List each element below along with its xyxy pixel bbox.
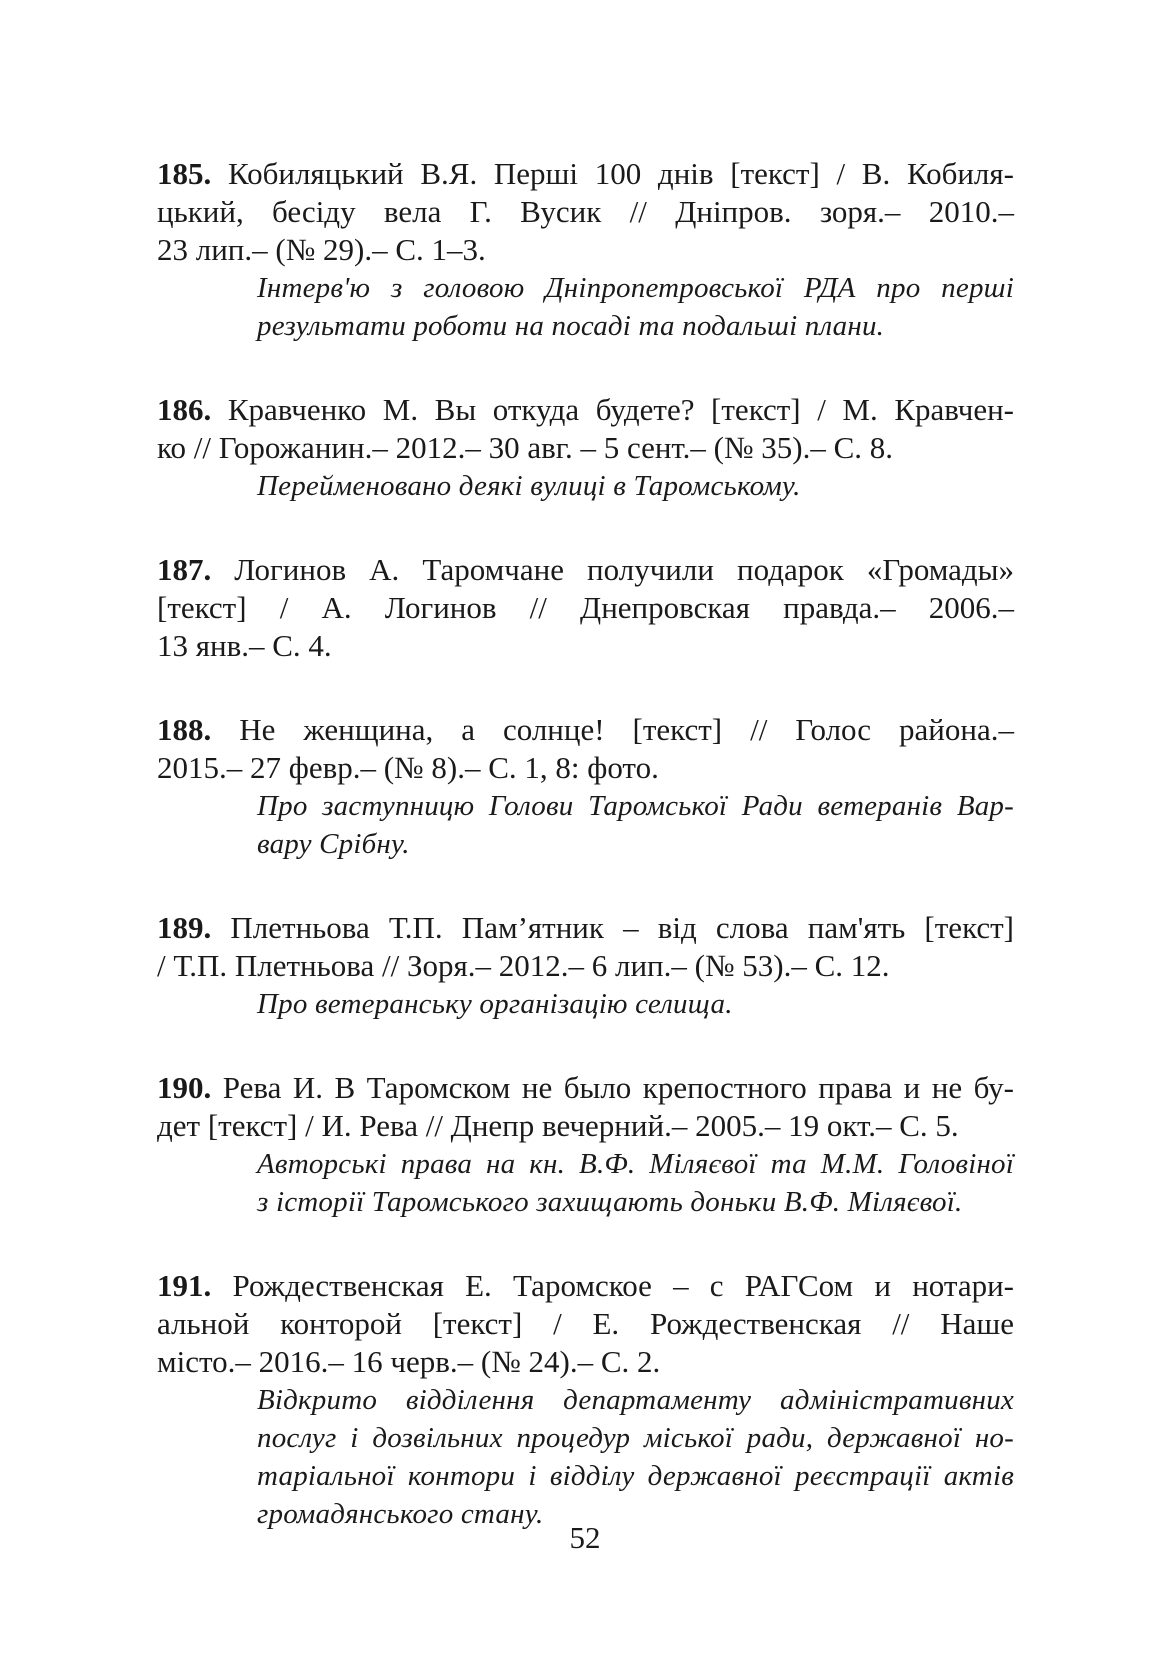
entry-citation xyxy=(157,909,1014,985)
citation-line xyxy=(157,1069,1014,1107)
entry-number: 191. xyxy=(157,1268,212,1303)
annotation-line: Інтерв'ю з головою Дніпропетровської РДА про перші xyxy=(257,272,1014,304)
citation-text: Рождественская Е. Таромское – с РАГСом и нотари- xyxy=(211,1268,1014,1303)
citation-line xyxy=(157,1343,1014,1381)
citation-line xyxy=(157,909,1014,947)
entry-number: 186. xyxy=(157,392,212,427)
citation-line xyxy=(157,391,1014,429)
entry-citation xyxy=(157,1069,1014,1145)
annotation-line: Про ветеранську організацію селища. xyxy=(257,988,733,1020)
citation-text: [текст] / А. Логинов // Днепровская правда.– 2006.– xyxy=(157,590,1014,625)
annotation-line: Відкрито відділення департаменту адміністративних xyxy=(257,1384,1014,1416)
entry-number: 190. xyxy=(157,1070,212,1105)
citation-text: цький, бесіду вела Г. Вусик // Дніпров. зоря.– 2010.– xyxy=(157,194,1014,229)
bibliography-entry xyxy=(157,551,1014,665)
bibliography-entry xyxy=(157,1267,1014,1533)
entry-annotation xyxy=(257,787,1014,863)
entry-number: 188. xyxy=(157,712,212,747)
citation-line xyxy=(157,749,1014,787)
citation-line xyxy=(157,1305,1014,1343)
bibliography-entry xyxy=(157,711,1014,863)
citation-text: 13 янв.– С. 4. xyxy=(157,628,332,663)
citation-text: Кравченко М. Вы откуда будете? [текст] / М. Кравчен- xyxy=(211,392,1014,427)
entry-citation xyxy=(157,155,1014,269)
entry-number: 189. xyxy=(157,910,212,945)
citation-text: 2015.– 27 февр.– (№ 8).– С. 1, 8: фото. xyxy=(157,750,659,785)
bibliography-page xyxy=(157,155,1014,1579)
citation-line xyxy=(157,193,1014,231)
bibliography-entry xyxy=(157,155,1014,345)
citation-text: Не женщина, а солнце! [текст] // Голос района.– xyxy=(211,712,1014,747)
entry-citation xyxy=(157,1267,1014,1381)
entry-annotation xyxy=(257,467,1014,505)
citation-line xyxy=(157,1107,1014,1145)
citation-text: Рева И. В Таромском не было крепостного права и не бу- xyxy=(211,1070,1014,1105)
bibliography-entry xyxy=(157,1069,1014,1221)
entry-annotation xyxy=(257,1381,1014,1533)
bibliography-entry xyxy=(157,391,1014,505)
citation-line xyxy=(157,589,1014,627)
annotation-line: громадянського стану. xyxy=(257,1498,544,1530)
citation-text: альной конторой [текст] / Е. Рождественская // Наше xyxy=(157,1306,1014,1341)
citation-text: Кобиляцький В.Я. Перші 100 днів [текст] / В. Кобиля- xyxy=(211,156,1014,191)
annotation-line: Авторські права на кн. В.Ф. Міляєвої та М.М. Головіної xyxy=(257,1148,1014,1180)
annotation-line: Про заступницю Голови Таромської Ради ветеранів Вар- xyxy=(257,790,1014,822)
entry-citation xyxy=(157,711,1014,787)
entry-number: 185. xyxy=(157,156,212,191)
citation-line xyxy=(157,947,1014,985)
page-number: 52 xyxy=(569,1520,601,1555)
citation-line xyxy=(157,551,1014,589)
citation-line xyxy=(157,429,1014,467)
annotation-line: Перейменовано деякі вулиці в Таромському. xyxy=(257,470,801,502)
entry-annotation xyxy=(257,985,1014,1023)
entry-number: 187. xyxy=(157,552,212,587)
citation-text: 23 лип.– (№ 29).– С. 1–3. xyxy=(157,232,486,267)
entry-citation xyxy=(157,391,1014,467)
entry-annotation xyxy=(257,269,1014,345)
citation-text: дет [текст] / И. Рева // Днепр вечерний.– 2005.– 19 окт.– С. 5. xyxy=(157,1108,959,1143)
entry-citation xyxy=(157,551,1014,665)
annotation-line: таріальної контори і відділу державної реєстрації актів xyxy=(257,1460,1014,1492)
citation-text: Плетньова Т.П. Пам’ятник – від слова пам'ять [текст] xyxy=(211,910,1014,945)
annotation-line: з історії Таромського захищають доньки В.Ф. Міляєвої. xyxy=(257,1186,963,1218)
citation-text: / Т.П. Плетньова // Зоря.– 2012.– 6 лип.– (№ 53).– С. 12. xyxy=(157,948,890,983)
bibliography-entry xyxy=(157,909,1014,1023)
citation-text: ко // Горожанин.– 2012.– 30 авг. – 5 сент.– (№ 35).– С. 8. xyxy=(157,430,894,465)
entry-annotation xyxy=(257,1145,1014,1221)
citation-line xyxy=(157,155,1014,193)
annotation-line: вару Срібну. xyxy=(257,828,410,860)
citation-line xyxy=(157,1267,1014,1305)
annotation-line: послуг і дозвільних процедур міської ради, державної но- xyxy=(257,1422,1014,1454)
citation-line xyxy=(157,711,1014,749)
citation-text: Логинов А. Таромчане получили подарок «Громады» xyxy=(211,552,1014,587)
citation-line xyxy=(157,627,1014,665)
citation-line xyxy=(157,231,1014,269)
annotation-line: результати роботи на посаді та подальші плани. xyxy=(257,310,885,342)
citation-text: місто.– 2016.– 16 черв.– (№ 24).– С. 2. xyxy=(157,1344,661,1379)
